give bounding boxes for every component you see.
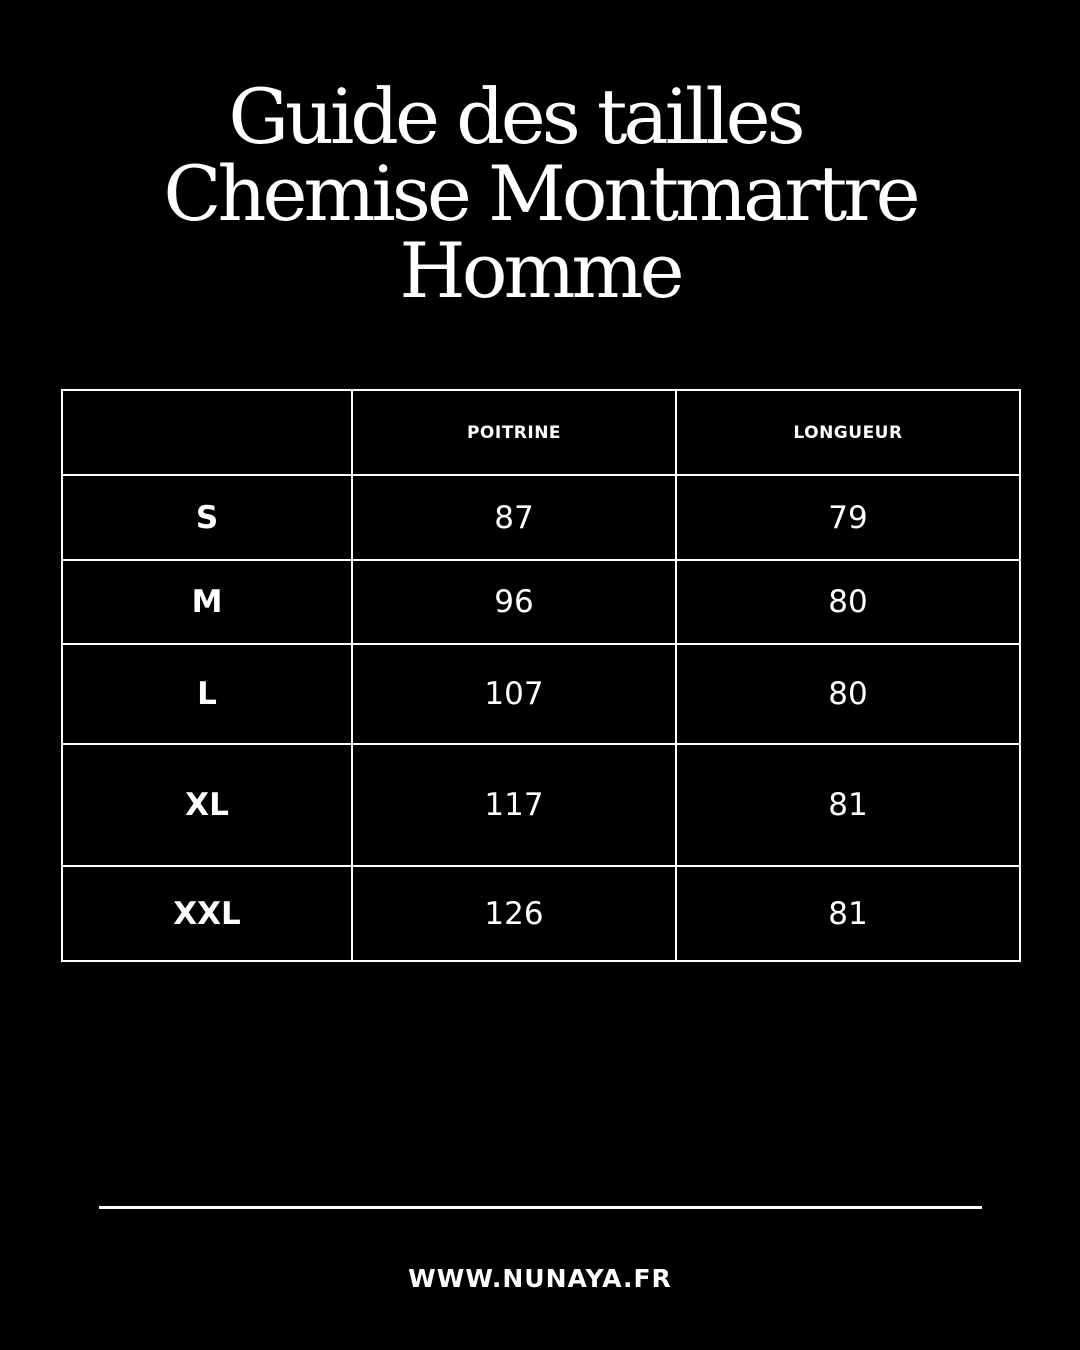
longueur-value: 80 [676,644,1020,744]
title-line-product: Chemise Montmartre [163,149,917,238]
table-row [62,744,1020,866]
longueur-value: 80 [676,560,1020,644]
size-chart-table [61,389,1021,962]
table-row [62,475,1020,560]
table-row [62,866,1020,961]
header-poitrine: POITRINE [352,390,676,475]
poitrine-value: 96 [352,560,676,644]
poitrine-value: 126 [352,866,676,961]
header-size-column [62,390,352,475]
table-row [62,644,1020,744]
size-label: XL [62,744,352,866]
poitrine-value: 87 [352,475,676,560]
size-label: M [62,560,352,644]
size-label: L [62,644,352,744]
size-label: S [62,475,352,560]
poitrine-value: 107 [352,644,676,744]
title-line-gender: Homme [399,226,681,315]
table-header-row [62,390,1020,475]
size-label: XXL [62,866,352,961]
longueur-value: 81 [676,866,1020,961]
longueur-value: 79 [676,475,1020,560]
footer-divider [99,1206,982,1209]
page-title [0,72,1080,315]
table-row [62,560,1020,644]
poitrine-value: 117 [352,744,676,866]
website-link[interactable]: WWW.NUNAYA.FR [408,1264,672,1293]
longueur-value: 81 [676,744,1020,866]
title-line-guide: Guide des tailles [228,72,802,161]
header-longueur: LONGUEUR [676,390,1020,475]
